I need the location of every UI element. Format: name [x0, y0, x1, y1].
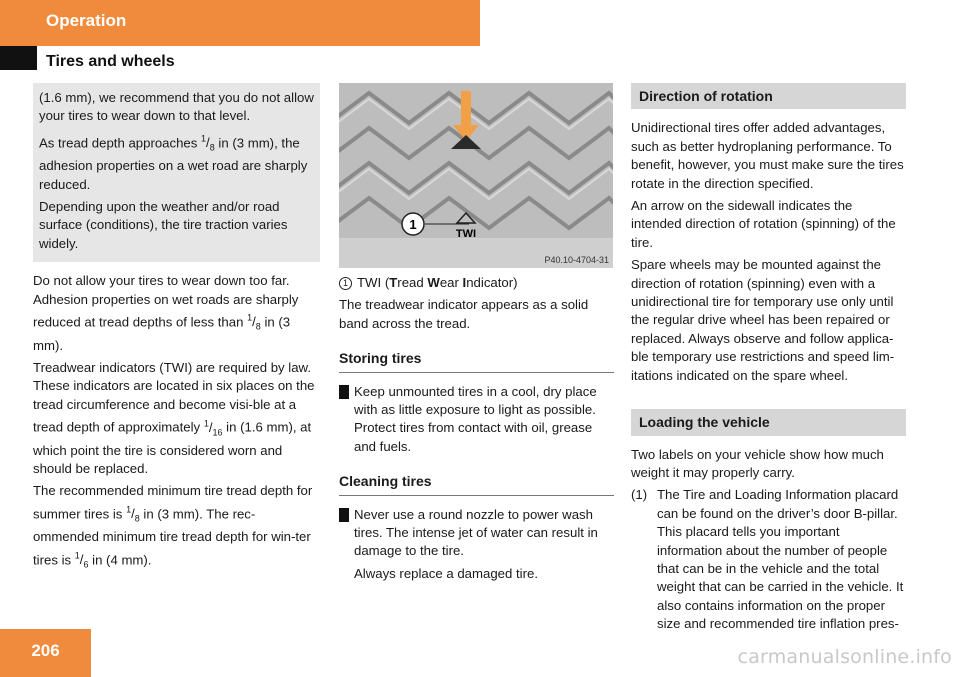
paragraph-3 — [33, 482, 320, 574]
paragraph-2 — [33, 359, 320, 478]
text: I — [462, 275, 467, 290]
rotation-paragraph-1: Unidirectional tires offer added advantages, such as better hydroplaning performance. To benefit, however, you must make sure the tires rotate in the direction specified. — [631, 120, 904, 191]
twi-label: TWI — [455, 228, 477, 240]
frac-den: 8 — [134, 513, 140, 524]
frac-num: 1 — [201, 133, 207, 144]
loading-list-item-1 — [631, 486, 906, 633]
loading-heading: Loading the vehicle — [631, 409, 906, 435]
text: ear — [439, 275, 463, 290]
text: W — [427, 275, 440, 290]
column-1 — [33, 83, 320, 578]
text: Keep unmounted tires in a cool, dry place with as little exposure to light as possible. Protect tires from contact with oil, grease and fuels. — [354, 383, 597, 454]
fraction: $^1/_8$ — [126, 504, 140, 524]
column-2 — [334, 274, 614, 587]
text: in (3 mm). The rec-ommended minimum tire tread depth for win-ter tires is — [33, 506, 311, 568]
text: in (3 mm). — [33, 314, 291, 353]
fraction: $^1/_{16}$ — [203, 418, 223, 438]
figure-code: P40.10-4704-31 — [544, 255, 609, 265]
figure-caption — [339, 274, 614, 292]
cleaning-note — [334, 506, 614, 561]
fraction: $^1/_8$ — [201, 133, 215, 153]
frac-num: 1 — [203, 418, 209, 429]
callout-number: 1 — [409, 217, 417, 232]
text: TWI ( — [357, 275, 390, 290]
page-subtitle: Tires and wheels — [46, 53, 175, 70]
list-number: (1) — [631, 487, 648, 503]
cleaning-note-2: Always replace a damaged tire. — [354, 565, 538, 581]
rotation-heading: Direction of rotation — [631, 83, 906, 109]
box-paragraph-2 — [39, 130, 314, 194]
fraction: $^1/_6$ — [74, 550, 89, 570]
section-tab — [0, 46, 37, 70]
box-paragraph-1: (1.6 mm), we recommend that you do not allow your tires to wear down to that level. — [39, 90, 314, 124]
list-text: The Tire and Loading Information placard can be found on the driver’s door B-pillar. This placard tells you important information about the number of people that can be in the vehicle and the total weight that can be carried in the vehicle. It also contains information on the proper size and recommended tire inflation pres- — [657, 487, 904, 632]
page-number-band — [0, 629, 91, 677]
section-title: Operation — [46, 11, 127, 30]
fraction: $^1/_8$ — [247, 313, 261, 333]
text: T — [389, 275, 398, 290]
info-box — [33, 83, 320, 262]
frac-den: 6 — [83, 559, 89, 570]
frac-num: 1 — [247, 313, 253, 324]
paragraph-1 — [33, 272, 320, 355]
text: As tread depth approaches — [39, 135, 202, 151]
column-3 — [631, 83, 906, 634]
text: read — [397, 275, 428, 290]
tire-tread-figure — [339, 83, 613, 268]
spacer — [631, 389, 906, 409]
tread-illustration — [339, 83, 613, 268]
text: Treadwear indicators (TWI) are required by law. These indicators are located in six places on the tread circumference and become visi-ble at a tread depth of approximately — [33, 359, 315, 435]
text: in (1.6 mm), at which point the tire is considered worn and should be replaced. — [33, 419, 312, 476]
rotation-paragraph-3: Spare wheels may be mounted against the direction of rotation (spinning) even with a unidirectional tire for temporary use only until the regular drive wheel has been repaired or replaced. Always observe and follow applica-ble temporary use restrictions and speed lim-itations indicated on the spare wheel. — [631, 257, 895, 383]
box-paragraph-3: Depending upon the weather and/or road surface (conditions), the tire traction varies widely. — [39, 199, 288, 251]
frac-den: 8 — [255, 322, 261, 333]
page-number: 206 — [31, 641, 60, 660]
text: Do not allow your tires to wear down too far. Adhesion properties on wet roads are sharply reduced at tread depths of less than — [33, 273, 299, 330]
text: in (4 mm). — [88, 552, 152, 568]
frac-num: 1 — [126, 504, 132, 515]
warning-icon: ! — [339, 508, 349, 522]
watermark: carmanualsonline.info — [737, 646, 952, 668]
loading-paragraph-1: Two labels on your vehicle show how much weight it may properly carry. — [631, 446, 884, 480]
storing-heading: Storing tires — [339, 349, 614, 372]
frac-num: 1 — [74, 550, 80, 561]
rotation-paragraph-2: An arrow on the sidewall indicates the intended direction of rotation (spinning) of the tire. — [631, 198, 896, 250]
frac-den: 8 — [209, 142, 215, 153]
text: in (3 mm), the adhesion properties on a wet road are sharply reduced. — [39, 135, 308, 192]
storing-note — [334, 383, 614, 457]
cleaning-heading: Cleaning tires — [339, 472, 614, 495]
text: Never use a round nozzle to power wash tires. The intense jet of water can result in damage to the tire. — [354, 506, 598, 559]
caption-callout-number: 1 — [339, 277, 352, 290]
warning-icon: ! — [339, 385, 349, 399]
frac-den: 16 — [212, 427, 223, 438]
text: ndicator) — [466, 275, 518, 290]
caption-paragraph: The treadwear indicator appears as a solid band across the tread. — [339, 297, 589, 331]
text: The recommended minimum tire tread depth for summer tires is — [33, 483, 313, 522]
